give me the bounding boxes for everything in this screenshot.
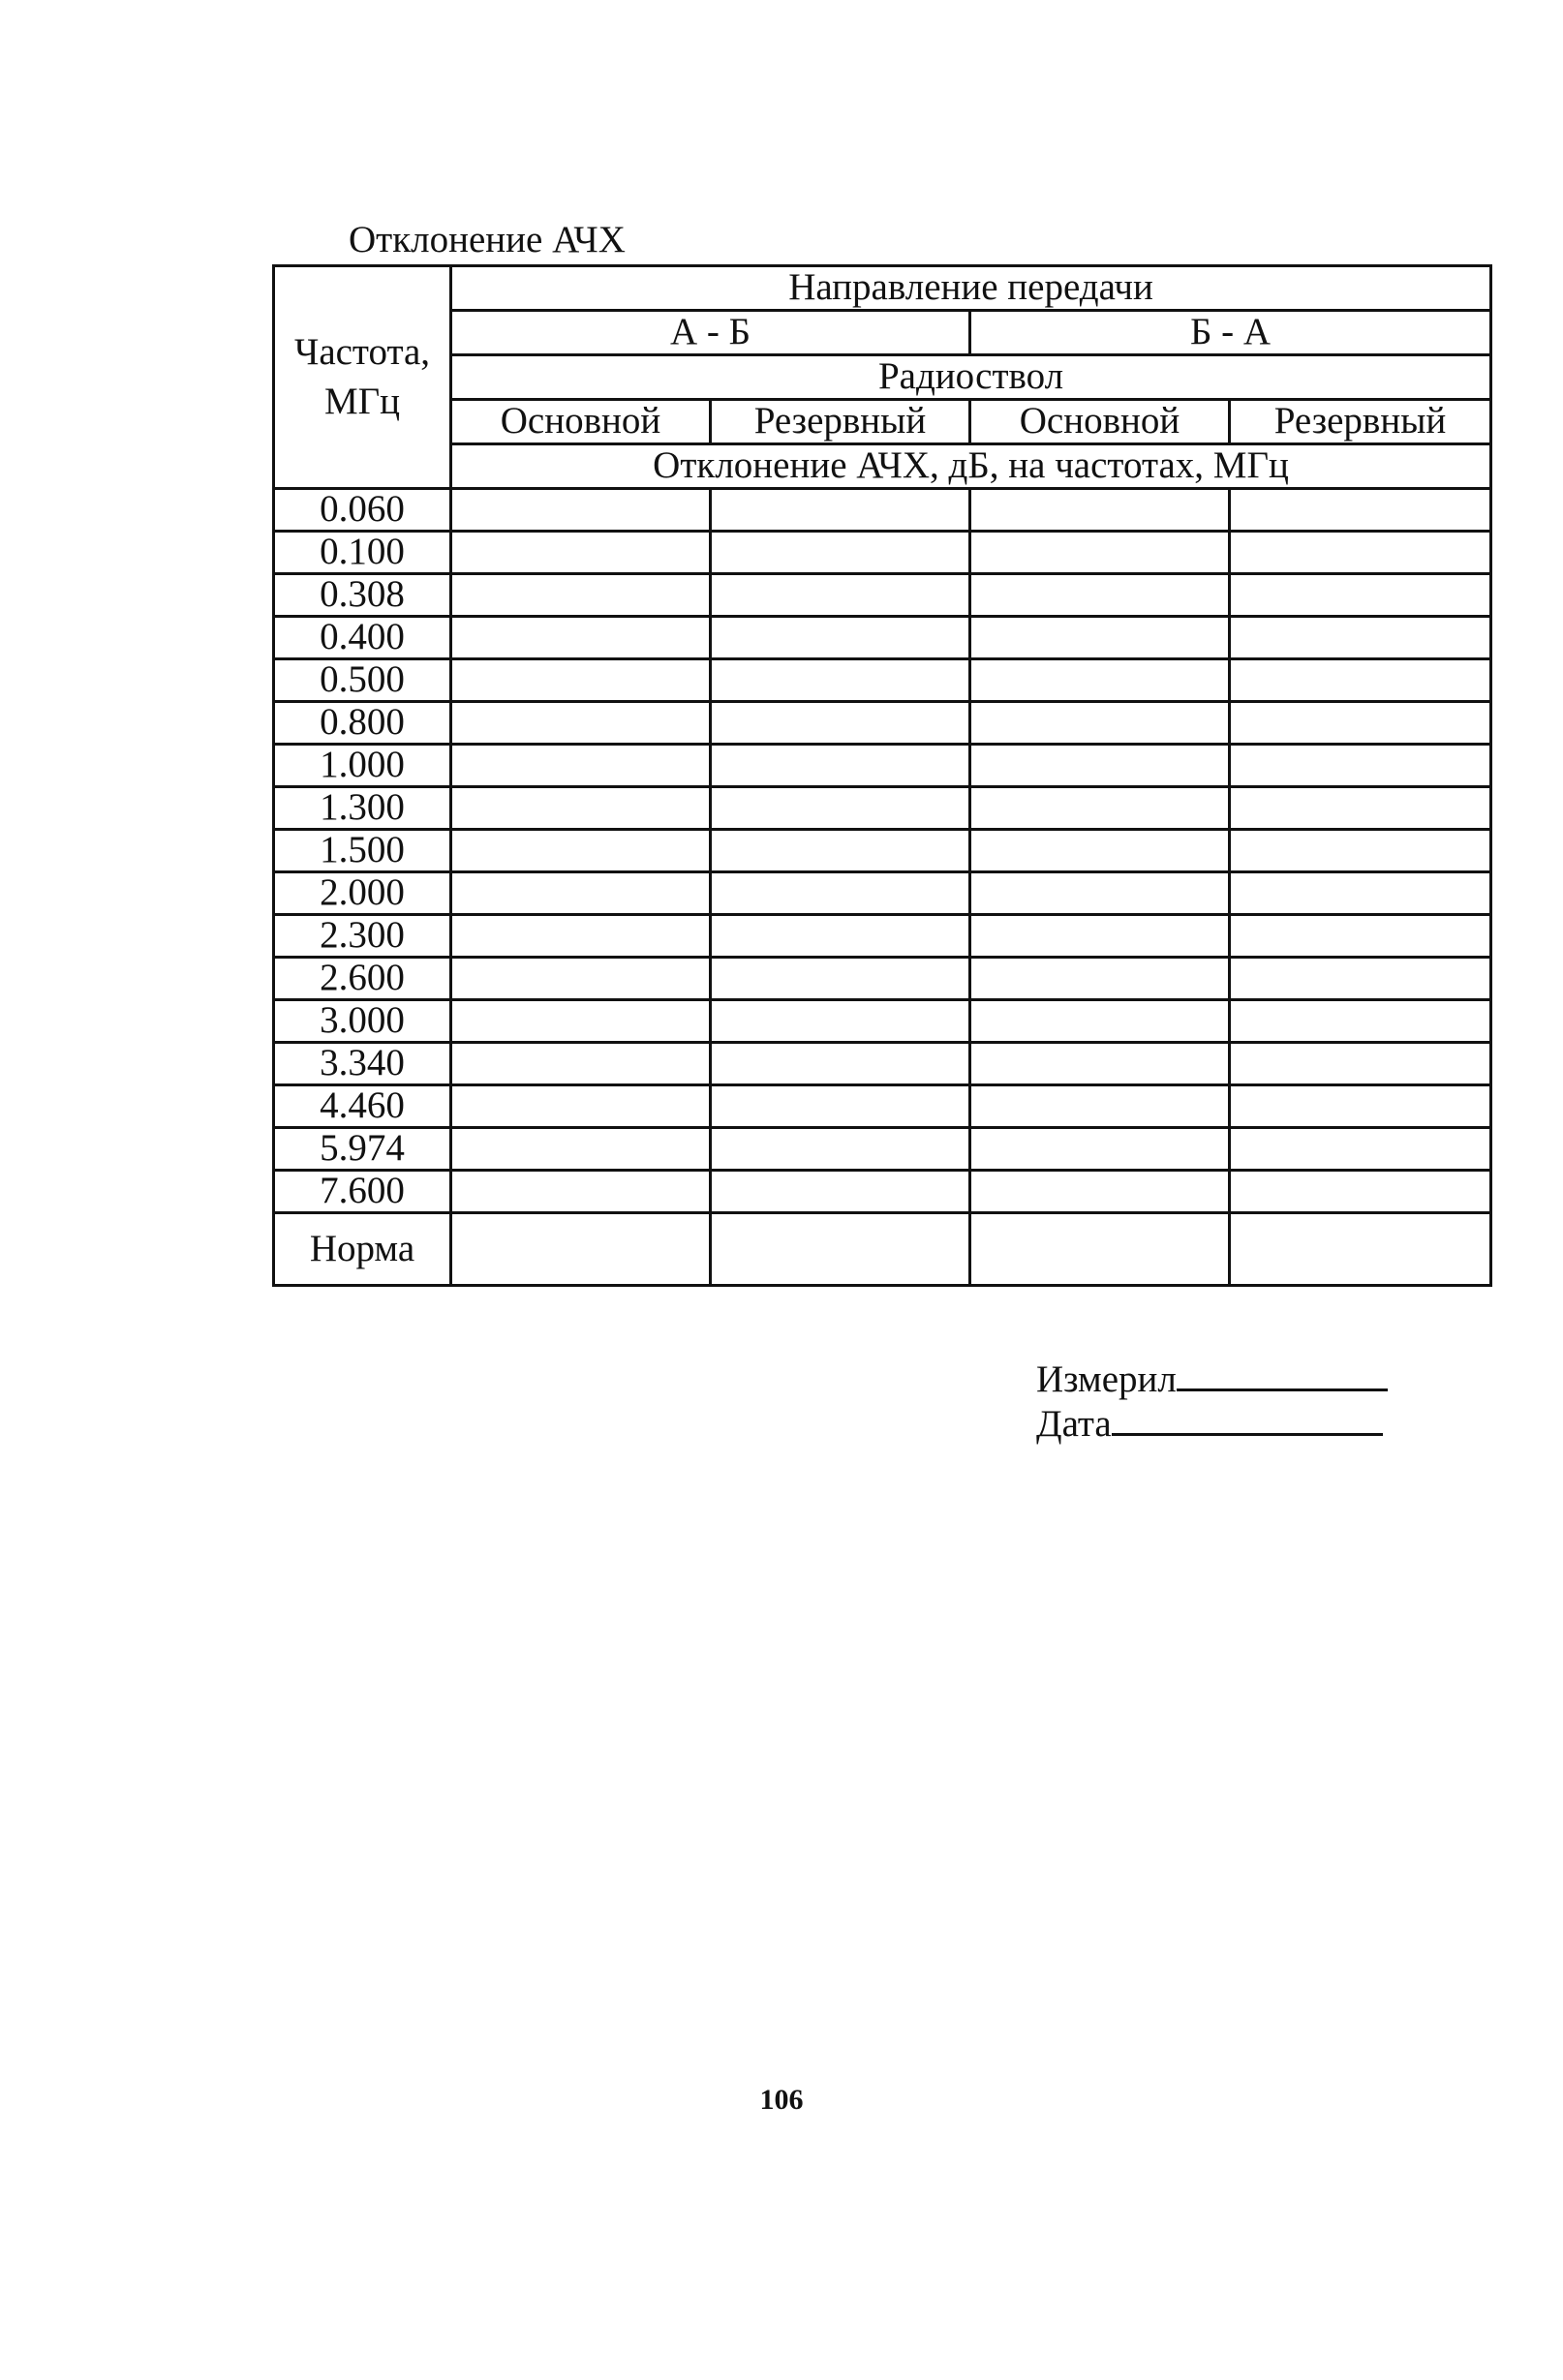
value-cell (711, 1171, 970, 1213)
value-cell (970, 915, 1230, 958)
table-row (274, 915, 1491, 958)
value-cell (970, 1000, 1230, 1043)
table-row (274, 617, 1491, 659)
value-cell (970, 489, 1230, 532)
frequency-cell: 2.000 (274, 872, 451, 915)
value-cell (970, 532, 1230, 574)
value-cell (451, 915, 711, 958)
value-cell (711, 489, 970, 532)
measured-by-line (1177, 1356, 1388, 1391)
table-row (274, 1000, 1491, 1043)
value-cell (970, 1213, 1230, 1286)
date-label: Дата (1036, 1403, 1112, 1445)
value-cell (970, 787, 1230, 830)
value-cell (1230, 1171, 1491, 1213)
date-field (1036, 1400, 1383, 1447)
value-cell (970, 659, 1230, 702)
value-cell (451, 702, 711, 745)
value-cell (1230, 958, 1491, 1000)
frequency-cell: 0.308 (274, 574, 451, 617)
frequency-cell: 0.500 (274, 659, 451, 702)
value-cell (1230, 1000, 1491, 1043)
direction-header: Направление передачи (451, 266, 1491, 311)
channel-header: Радиоствол (451, 355, 1491, 400)
page-number: 106 (759, 2084, 804, 2116)
table-row (274, 1085, 1491, 1128)
value-cell (711, 1000, 970, 1043)
value-cell (711, 617, 970, 659)
frequency-cell: 5.974 (274, 1128, 451, 1171)
frequency-cell: 0.060 (274, 489, 451, 532)
value-cell (711, 659, 970, 702)
value-cell (711, 830, 970, 872)
header-row-direction (274, 266, 1491, 311)
value-cell (451, 872, 711, 915)
table-row (274, 574, 1491, 617)
value-cell (1230, 830, 1491, 872)
header-row-directions (274, 311, 1491, 355)
frequency-column-header: Частота, МГц (274, 266, 451, 489)
table-row (274, 1043, 1491, 1085)
value-cell (711, 745, 970, 787)
value-cell (451, 532, 711, 574)
value-cell (1230, 915, 1491, 958)
value-cell (1230, 574, 1491, 617)
value-cell (711, 532, 970, 574)
value-cell (451, 958, 711, 1000)
value-cell (711, 872, 970, 915)
value-cell (451, 574, 711, 617)
value-cell (711, 702, 970, 745)
value-cell (711, 1085, 970, 1128)
value-cell (1230, 1085, 1491, 1128)
table-row (274, 745, 1491, 787)
value-cell (451, 1213, 711, 1286)
table-row (274, 1128, 1491, 1171)
table-row (274, 958, 1491, 1000)
frequency-cell: 2.600 (274, 958, 451, 1000)
value-cell (451, 787, 711, 830)
value-cell (711, 915, 970, 958)
table-caption: Отклонение АЧХ (349, 219, 626, 260)
frequency-cell: 3.000 (274, 1000, 451, 1043)
value-cell (1230, 659, 1491, 702)
value-cell (970, 958, 1230, 1000)
value-cell (711, 1213, 970, 1286)
table-row (274, 702, 1491, 745)
table-row (274, 659, 1491, 702)
value-cell (1230, 1043, 1491, 1085)
value-cell (451, 489, 711, 532)
norm-row (274, 1213, 1491, 1286)
value-cell (1230, 872, 1491, 915)
header-row-channels (274, 400, 1491, 444)
value-cell (451, 1043, 711, 1085)
value-cell (970, 1171, 1230, 1213)
value-cell (1230, 1128, 1491, 1171)
value-cell (1230, 745, 1491, 787)
frequency-cell: 4.460 (274, 1085, 451, 1128)
table-row (274, 489, 1491, 532)
table-row (274, 787, 1491, 830)
value-cell (1230, 489, 1491, 532)
value-cell (1230, 787, 1491, 830)
value-cell (970, 1128, 1230, 1171)
frequency-cell: 0.800 (274, 702, 451, 745)
value-cell (451, 1171, 711, 1213)
value-cell (1230, 1213, 1491, 1286)
value-cell (711, 958, 970, 1000)
date-line (1112, 1400, 1383, 1436)
table-row (274, 872, 1491, 915)
value-cell (451, 1000, 711, 1043)
value-cell (1230, 532, 1491, 574)
value-cell (451, 1128, 711, 1171)
frequency-cell: 0.100 (274, 532, 451, 574)
measured-by-label: Измерил (1036, 1358, 1177, 1400)
frequency-cell: 1.300 (274, 787, 451, 830)
frequency-cell: 0.400 (274, 617, 451, 659)
header-row-deviation (274, 444, 1491, 489)
channel-main-ba: Основной (970, 400, 1230, 444)
frequency-cell: 1.500 (274, 830, 451, 872)
channel-reserve-ba: Резервный (1230, 400, 1491, 444)
frequency-cell: 3.340 (274, 1043, 451, 1085)
header-row-channel (274, 355, 1491, 400)
value-cell (451, 745, 711, 787)
value-cell (970, 872, 1230, 915)
value-cell (451, 617, 711, 659)
value-cell (970, 617, 1230, 659)
table-row (274, 1171, 1491, 1213)
direction-a-b: А - Б (451, 311, 970, 355)
value-cell (711, 574, 970, 617)
value-cell (711, 1128, 970, 1171)
table-row (274, 830, 1491, 872)
value-cell (970, 1085, 1230, 1128)
channel-main-ab: Основной (451, 400, 711, 444)
value-cell (970, 745, 1230, 787)
frequency-cell: 1.000 (274, 745, 451, 787)
direction-b-a: Б - А (970, 311, 1491, 355)
deviation-header: Отклонение АЧХ, дБ, на частотах, МГц (451, 444, 1491, 489)
value-cell (451, 659, 711, 702)
value-cell (1230, 702, 1491, 745)
value-cell (451, 830, 711, 872)
value-cell (970, 574, 1230, 617)
value-cell (711, 1043, 970, 1085)
frequency-cell: 7.600 (274, 1171, 451, 1213)
afc-deviation-table (272, 264, 1492, 1287)
value-cell (970, 830, 1230, 872)
value-cell (451, 1085, 711, 1128)
norm-label: Норма (274, 1213, 451, 1286)
value-cell (1230, 617, 1491, 659)
frequency-cell: 2.300 (274, 915, 451, 958)
value-cell (970, 1043, 1230, 1085)
value-cell (711, 787, 970, 830)
channel-reserve-ab: Резервный (711, 400, 970, 444)
value-cell (970, 702, 1230, 745)
measured-by-field (1036, 1356, 1388, 1402)
table-row (274, 532, 1491, 574)
